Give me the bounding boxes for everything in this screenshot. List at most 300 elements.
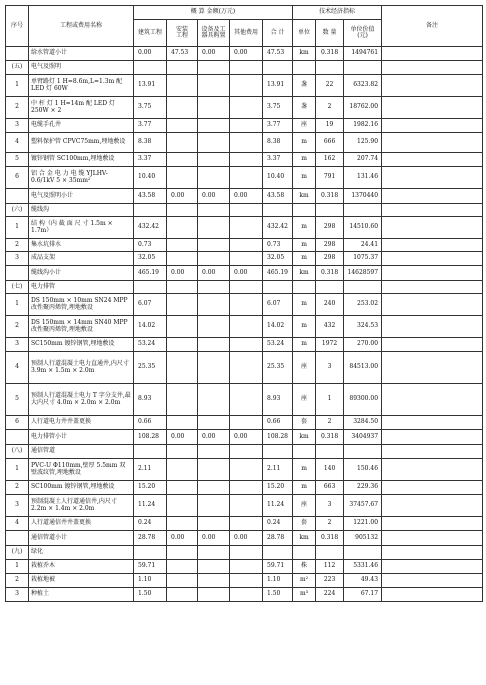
cell-unit: m² [293, 574, 316, 588]
cell-other [230, 153, 263, 167]
cell-name: SC150mm 镀锌钢管,埋地敷设 [29, 338, 134, 352]
header-tech-group: 技术经济指标 [293, 6, 382, 20]
cell-qty: 2 [316, 416, 344, 430]
cell-other [230, 352, 263, 384]
cell-install: 0.00 [167, 531, 198, 546]
cell-total: 3.77 [263, 119, 293, 133]
cell-install [167, 316, 198, 338]
cell-total: 8.93 [263, 384, 293, 416]
cell-unit-price: 84513.00 [344, 352, 382, 384]
cell-seq: (八) [6, 445, 29, 459]
table-row [6, 316, 483, 338]
cell-qty: 162 [316, 153, 344, 167]
cell-install [167, 560, 198, 574]
cell-equip [198, 204, 230, 217]
cell-unit-price: 3284.50 [344, 416, 382, 430]
cell-remark [382, 531, 483, 546]
cell-qty: 2 [316, 517, 344, 531]
cell-build: 3.75 [134, 97, 167, 119]
cell-install [167, 338, 198, 352]
cell-unit: m [293, 338, 316, 352]
section-row [6, 61, 483, 75]
cell-name: 绿化 [29, 546, 134, 560]
table-row [6, 384, 483, 416]
subtotal-row [6, 531, 483, 546]
cell-seq: 1 [6, 459, 29, 481]
table-row [6, 119, 483, 133]
cell-install [167, 445, 198, 459]
cell-remark [382, 75, 483, 97]
cell-other [230, 239, 263, 252]
cell-seq: 3 [6, 338, 29, 352]
cell-seq: 1 [6, 294, 29, 316]
cell-unit-price: 14510.60 [344, 217, 382, 239]
cell-seq: 5 [6, 384, 29, 416]
cell-qty [316, 445, 344, 459]
cell-remark [382, 167, 483, 189]
cell-other [230, 119, 263, 133]
cell-unit: m [293, 167, 316, 189]
cell-remark [382, 352, 483, 384]
cell-remark [382, 281, 483, 294]
cell-seq: 2 [6, 97, 29, 119]
cell-total: 28.78 [263, 531, 293, 546]
cell-unit: m [293, 239, 316, 252]
cell-unit: m³ [293, 588, 316, 602]
cell-build: 43.58 [134, 189, 167, 204]
cell-seq: 5 [6, 153, 29, 167]
cell-unit-price: 67.17 [344, 588, 382, 602]
cell-qty: 1 [316, 384, 344, 416]
cell-qty [316, 204, 344, 217]
cell-remark [382, 416, 483, 430]
cell-install [167, 97, 198, 119]
cell-equip [198, 338, 230, 352]
table-row [6, 517, 483, 531]
cell-total: 6.07 [263, 294, 293, 316]
cell-equip [198, 517, 230, 531]
cell-remark [382, 204, 483, 217]
cell-total [263, 204, 293, 217]
cell-unit-price: 6323.82 [344, 75, 382, 97]
cell-equip [198, 459, 230, 481]
cell-total: 3.75 [263, 97, 293, 119]
cell-build: 3.77 [134, 119, 167, 133]
cell-unit-price [344, 546, 382, 560]
cell-seq: 3 [6, 588, 29, 602]
cell-name: PVC-U Φ110mm,壁厚 5.5mm 双壁波纹管,埋地敷设 [29, 459, 134, 481]
cell-qty: 791 [316, 167, 344, 189]
header-other: 其他费用 [230, 20, 263, 47]
cell-remark [382, 217, 483, 239]
cell-unit-price: 1221.00 [344, 517, 382, 531]
cell-seq: 1 [6, 75, 29, 97]
cell-unit-price: 24.41 [344, 239, 382, 252]
cell-unit-price: 229.36 [344, 481, 382, 495]
cell-qty: 3 [316, 495, 344, 517]
cell-remark [382, 384, 483, 416]
cell-name: 人行道通信井井盖更换 [29, 517, 134, 531]
cell-unit: 座 [293, 352, 316, 384]
cell-install [167, 133, 198, 153]
cell-qty [316, 61, 344, 75]
cell-seq [6, 47, 29, 61]
cell-unit: km [293, 531, 316, 546]
cell-total: 15.20 [263, 481, 293, 495]
cell-unit: 盏 [293, 97, 316, 119]
header-qty: 数 量 [316, 20, 344, 47]
cell-other [230, 560, 263, 574]
cell-build: 0.73 [134, 239, 167, 252]
cell-remark [382, 252, 483, 266]
cell-seq [6, 430, 29, 445]
cell-remark [382, 560, 483, 574]
cell-total: 32.05 [263, 252, 293, 266]
cell-equip [198, 316, 230, 338]
cell-equip [198, 167, 230, 189]
cell-unit [293, 61, 316, 75]
cell-unit-price: 253.02 [344, 294, 382, 316]
cell-unit-price: 207.74 [344, 153, 382, 167]
cell-unit: m [293, 153, 316, 167]
cell-remark [382, 266, 483, 281]
cell-seq: 4 [6, 133, 29, 153]
cell-install: 0.00 [167, 266, 198, 281]
cell-name: 电气及照明小计 [29, 189, 134, 204]
cell-name: 电缆手孔井 [29, 119, 134, 133]
cell-build: 8.93 [134, 384, 167, 416]
cell-seq: 2 [6, 316, 29, 338]
cell-build: 25.35 [134, 352, 167, 384]
cell-seq [6, 189, 29, 204]
table-row [6, 252, 483, 266]
cell-total: 108.28 [263, 430, 293, 445]
cell-unit [293, 281, 316, 294]
cell-total: 13.91 [263, 75, 293, 97]
cell-seq: 1 [6, 217, 29, 239]
cell-qty: 19 [316, 119, 344, 133]
cell-build: 2.11 [134, 459, 167, 481]
cell-seq: 2 [6, 574, 29, 588]
budget-table [5, 5, 483, 602]
cell-install: 47.53 [167, 47, 198, 61]
cell-seq: 6 [6, 416, 29, 430]
cell-install [167, 61, 198, 75]
cell-unit: m [293, 316, 316, 338]
cell-other [230, 167, 263, 189]
cell-equip [198, 546, 230, 560]
cell-name: 通信管道小计 [29, 531, 134, 546]
cell-other [230, 546, 263, 560]
cell-equip [198, 352, 230, 384]
cell-build: 1.10 [134, 574, 167, 588]
cell-other: 0.00 [230, 189, 263, 204]
cell-install [167, 252, 198, 266]
cell-install: 0.00 [167, 189, 198, 204]
cell-equip: 0.00 [198, 47, 230, 61]
cell-remark [382, 316, 483, 338]
cell-unit: 盏 [293, 75, 316, 97]
cell-remark [382, 517, 483, 531]
cell-unit-price [344, 61, 382, 75]
cell-qty: 298 [316, 217, 344, 239]
cell-install [167, 574, 198, 588]
cell-install [167, 119, 198, 133]
cell-other [230, 416, 263, 430]
cell-qty: 0.318 [316, 47, 344, 61]
cell-unit-price: 270.00 [344, 338, 382, 352]
header-unit: 单位 [293, 20, 316, 47]
cell-remark [382, 61, 483, 75]
cell-other: 0.00 [230, 266, 263, 281]
cell-unit: m [293, 252, 316, 266]
cell-equip [198, 153, 230, 167]
cell-build [134, 61, 167, 75]
cell-qty: 3 [316, 352, 344, 384]
cell-unit-price [344, 204, 382, 217]
cell-unit: 座 [293, 495, 316, 517]
cell-qty: 0.318 [316, 531, 344, 546]
cell-build: 53.24 [134, 338, 167, 352]
cell-unit-price: 1370440 [344, 189, 382, 204]
cell-name: 电力排管小计 [29, 430, 134, 445]
cell-build: 6.07 [134, 294, 167, 316]
cell-qty: 0.318 [316, 266, 344, 281]
cell-build: 108.28 [134, 430, 167, 445]
table-row [6, 97, 483, 119]
cell-equip [198, 588, 230, 602]
cell-other [230, 61, 263, 75]
cell-install [167, 153, 198, 167]
cell-qty: 224 [316, 588, 344, 602]
cell-total: 14.02 [263, 316, 293, 338]
cell-other [230, 338, 263, 352]
cell-seq: (五) [6, 61, 29, 75]
table-row [6, 574, 483, 588]
header-install: 安装 工程 [167, 20, 198, 47]
cell-seq: (九) [6, 546, 29, 560]
cell-name: 电力排管 [29, 281, 134, 294]
cell-unit: km [293, 189, 316, 204]
cell-other [230, 97, 263, 119]
table-row [6, 133, 483, 153]
cell-seq: 6 [6, 167, 29, 189]
table-row [6, 459, 483, 481]
cell-equip [198, 574, 230, 588]
cell-install [167, 75, 198, 97]
cell-total [263, 546, 293, 560]
cell-total: 2.11 [263, 459, 293, 481]
cell-seq: 3 [6, 495, 29, 517]
cell-remark [382, 546, 483, 560]
cell-other [230, 588, 263, 602]
cell-unit: m [293, 217, 316, 239]
table-row [6, 560, 483, 574]
section-row [6, 445, 483, 459]
cell-other: 0.00 [230, 531, 263, 546]
cell-qty [316, 546, 344, 560]
cell-name: 塑料保护管 CPVC75mm,埋地敷设 [29, 133, 134, 153]
cell-unit-price [344, 445, 382, 459]
cell-remark [382, 481, 483, 495]
section-row [6, 204, 483, 217]
cell-remark [382, 495, 483, 517]
cell-unit: m [293, 294, 316, 316]
cell-equip: 0.00 [198, 430, 230, 445]
cell-seq: 3 [6, 252, 29, 266]
cell-name: 预制人行道混凝土电力直通井,内尺寸 3.9m × 1.5m × 2.0m [29, 352, 134, 384]
cell-name: 镀锌钢管 SC100mm,埋地敷设 [29, 153, 134, 167]
cell-remark [382, 459, 483, 481]
cell-total: 8.38 [263, 133, 293, 153]
cell-remark [382, 445, 483, 459]
cell-unit-price: 5331.46 [344, 560, 382, 574]
cell-seq [6, 266, 29, 281]
cell-remark [382, 133, 483, 153]
cell-build: 432.42 [134, 217, 167, 239]
cell-other [230, 281, 263, 294]
cell-install [167, 294, 198, 316]
cell-qty: 298 [316, 239, 344, 252]
cell-other [230, 445, 263, 459]
cell-unit: km [293, 47, 316, 61]
cell-unit: 座 [293, 384, 316, 416]
cell-remark [382, 430, 483, 445]
cell-remark [382, 239, 483, 252]
cell-seq: (七) [6, 281, 29, 294]
cell-remark [382, 338, 483, 352]
cell-unit-price: 905132 [344, 531, 382, 546]
cell-unit: m [293, 133, 316, 153]
cell-equip [198, 281, 230, 294]
table-row [6, 495, 483, 517]
cell-build: 59.71 [134, 560, 167, 574]
cell-unit: m [293, 481, 316, 495]
cell-seq: 2 [6, 239, 29, 252]
cell-qty: 2 [316, 97, 344, 119]
table-row [6, 481, 483, 495]
cell-qty: 22 [316, 75, 344, 97]
cell-build: 0.00 [134, 47, 167, 61]
cell-total: 25.35 [263, 352, 293, 384]
cell-remark [382, 47, 483, 61]
cell-other [230, 316, 263, 338]
cell-build: 10.40 [134, 167, 167, 189]
cell-equip [198, 217, 230, 239]
cell-install [167, 481, 198, 495]
header-estimate-group: 概 算 金额(万元) [134, 6, 293, 20]
cell-total: 43.58 [263, 189, 293, 204]
header-equip: 设备及工 器具购置 [198, 20, 230, 47]
cell-total: 0.66 [263, 416, 293, 430]
cell-seq [6, 531, 29, 546]
cell-build: 15.20 [134, 481, 167, 495]
cell-unit: km [293, 430, 316, 445]
section-row [6, 281, 483, 294]
cell-build: 28.78 [134, 531, 167, 546]
cell-total [263, 281, 293, 294]
cell-build: 13.91 [134, 75, 167, 97]
cell-other: 0.00 [230, 47, 263, 61]
cell-other [230, 574, 263, 588]
cell-install [167, 517, 198, 531]
cell-name: DS 150mm × 14mm SN40 MPP 改性聚丙烯管,埋地敷设 [29, 316, 134, 338]
cell-install [167, 416, 198, 430]
cell-other [230, 495, 263, 517]
cell-equip [198, 239, 230, 252]
cell-remark [382, 189, 483, 204]
cell-unit [293, 204, 316, 217]
cell-install [167, 281, 198, 294]
cell-equip [198, 384, 230, 416]
cell-unit-price: 18762.00 [344, 97, 382, 119]
cell-name: 缆线沟 [29, 204, 134, 217]
cell-other [230, 459, 263, 481]
cell-qty: 223 [316, 574, 344, 588]
section-row [6, 546, 483, 560]
header-unit-price: 单位价值 (元) [344, 20, 382, 47]
cell-equip [198, 119, 230, 133]
cell-equip: 0.00 [198, 266, 230, 281]
cell-total: 53.24 [263, 338, 293, 352]
cell-build: 32.05 [134, 252, 167, 266]
cell-name: 通信管道 [29, 445, 134, 459]
cell-total: 10.40 [263, 167, 293, 189]
cell-install [167, 495, 198, 517]
cell-name: DS 150mm × 10mm SN24 MPP 改性聚丙烯管,埋地敷设 [29, 294, 134, 316]
cell-equip: 0.00 [198, 189, 230, 204]
cell-unit-price: 37457.67 [344, 495, 382, 517]
cell-name: 铝 合 金 电 力 电 缆 YJLHV-0.6/1kV 5 × 35mm² [29, 167, 134, 189]
cell-install [167, 588, 198, 602]
cell-unit-price: 1075.37 [344, 252, 382, 266]
cell-equip [198, 133, 230, 153]
cell-unit-price: 49.43 [344, 574, 382, 588]
cell-build [134, 281, 167, 294]
header-seq: 序号 [6, 6, 29, 47]
cell-total: 47.53 [263, 47, 293, 61]
cell-remark [382, 97, 483, 119]
cell-seq: (六) [6, 204, 29, 217]
cell-unit-price: 324.53 [344, 316, 382, 338]
cell-unit: m [293, 459, 316, 481]
cell-total: 1.50 [263, 588, 293, 602]
cell-other [230, 133, 263, 153]
cell-unit: 座 [293, 119, 316, 133]
cell-install [167, 239, 198, 252]
cell-name: 栽植乔木 [29, 560, 134, 574]
cell-unit-price [344, 281, 382, 294]
cell-name: 给水管道小计 [29, 47, 134, 61]
cell-install [167, 459, 198, 481]
cell-total [263, 445, 293, 459]
subtotal-row [6, 189, 483, 204]
cell-unit-price: 150.46 [344, 459, 382, 481]
cell-build: 0.66 [134, 416, 167, 430]
cell-equip [198, 75, 230, 97]
cell-name: 人行道电力井井盖更换 [29, 416, 134, 430]
cell-name: 结 构（内 截 面 尺 寸 1.5m × 1.7m） [29, 217, 134, 239]
cell-qty: 663 [316, 481, 344, 495]
subtotal-row [6, 430, 483, 445]
cell-install [167, 167, 198, 189]
cell-name: 单臂路灯 1 H=8.6m,L=1.3m 配 LED 灯 60W [29, 75, 134, 97]
cell-qty [316, 281, 344, 294]
cell-unit-price: 125.90 [344, 133, 382, 153]
cell-seq: 2 [6, 481, 29, 495]
cell-equip [198, 61, 230, 75]
cell-total: 11.24 [263, 495, 293, 517]
